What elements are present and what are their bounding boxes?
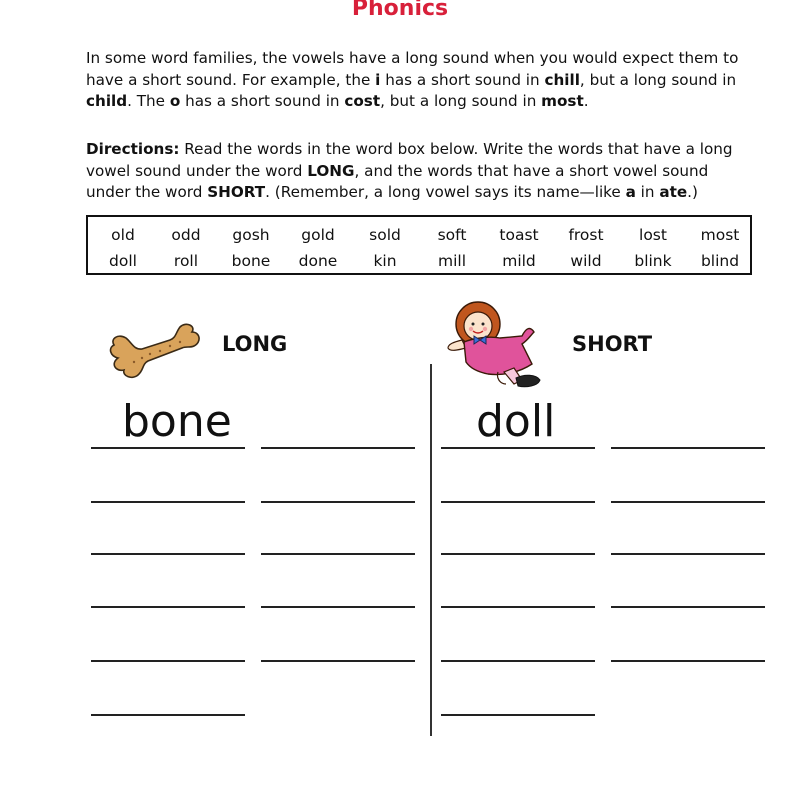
- directions-emphasis: ate: [659, 183, 688, 201]
- word-box-word: mild: [502, 252, 536, 270]
- short-writing-line[interactable]: [441, 553, 595, 555]
- intro-emphasis: i: [375, 70, 381, 89]
- intro-text: . The: [127, 92, 170, 110]
- long-example-word: bone: [122, 396, 232, 447]
- short-writing-line[interactable]: [441, 447, 595, 449]
- long-heading: LONG: [222, 332, 288, 356]
- word-box-word: sold: [369, 226, 401, 244]
- word-box-word: blind: [700, 252, 740, 270]
- intro-emphasis: cost: [344, 92, 381, 110]
- word-box-word: most: [700, 226, 740, 244]
- short-writing-line[interactable]: [611, 660, 765, 662]
- short-writing-line[interactable]: [611, 501, 765, 503]
- directions-text: . (Remember, a long vowel says its name—like: [265, 183, 626, 201]
- intro-text: has a short sound in: [380, 70, 545, 89]
- short-writing-line[interactable]: [441, 501, 595, 503]
- directions-text: in: [635, 183, 660, 201]
- word-box-word: wild: [570, 252, 602, 270]
- short-writing-line[interactable]: [441, 606, 595, 608]
- directions-emphasis: SHORT: [207, 183, 266, 201]
- intro-emphasis: chill: [544, 70, 580, 89]
- word-box-word: gosh: [232, 226, 270, 244]
- word-box-word: odd: [171, 226, 201, 244]
- word-box-word: blink: [634, 252, 672, 270]
- long-writing-line[interactable]: [261, 501, 415, 503]
- directions-text: , and the words that have a short vowel sound under the word: [86, 161, 709, 201]
- intro-text: In some word families, the vowels have a long sound when you would expect them to have a short sound. For example, the: [86, 49, 739, 89]
- long-writing-line[interactable]: [91, 606, 245, 608]
- word-box-word: mill: [437, 252, 467, 270]
- intro-emphasis: most: [541, 92, 584, 110]
- long-writing-line[interactable]: [261, 447, 415, 449]
- page-title: Phonics: [351, 0, 449, 21]
- long-writing-line[interactable]: [91, 714, 245, 716]
- doll-icon: [444, 298, 554, 393]
- long-writing-line[interactable]: [91, 553, 245, 555]
- word-box-word: kin: [373, 252, 397, 270]
- directions-paragraph: [86, 139, 756, 204]
- directions-text: Read the words in the word box below. Write the words that have a long vowel sound under the word: [86, 140, 733, 180]
- short-writing-line[interactable]: [441, 714, 595, 716]
- directions-text: .): [687, 183, 698, 201]
- intro-emphasis: o: [169, 92, 181, 110]
- intro-paragraph: [86, 48, 756, 113]
- word-box-word: done: [298, 252, 338, 270]
- directions-emphasis: a: [625, 183, 636, 201]
- intro-text: , but a long sound in: [380, 92, 542, 110]
- intro-text: , but a long sound in: [579, 70, 737, 89]
- long-writing-line[interactable]: [261, 660, 415, 662]
- short-writing-line[interactable]: [611, 447, 765, 449]
- directions-emphasis: LONG: [307, 161, 355, 180]
- word-box-word: doll: [109, 252, 137, 270]
- word-box-word: bone: [231, 252, 271, 270]
- long-writing-line[interactable]: [91, 501, 245, 503]
- short-heading: SHORT: [572, 332, 653, 356]
- column-divider: [430, 364, 432, 736]
- intro-emphasis: child: [86, 92, 128, 110]
- short-writing-line[interactable]: [441, 660, 595, 662]
- word-box: [86, 215, 752, 275]
- long-writing-line[interactable]: [91, 447, 245, 449]
- word-box-word: frost: [568, 226, 604, 244]
- intro-text: .: [583, 92, 589, 110]
- directions-label: Directions:: [86, 140, 180, 158]
- long-writing-line[interactable]: [91, 660, 245, 662]
- bone-icon: [104, 318, 204, 380]
- word-box-word: soft: [437, 226, 467, 244]
- long-writing-line[interactable]: [261, 606, 415, 608]
- short-example-word: doll: [476, 396, 556, 447]
- word-box-word: old: [111, 226, 135, 244]
- intro-text: has a short sound in: [180, 92, 345, 110]
- word-box-word: gold: [301, 226, 335, 244]
- word-box-word: lost: [639, 226, 667, 244]
- short-writing-line[interactable]: [611, 606, 765, 608]
- word-box-word: roll: [173, 252, 199, 270]
- short-writing-line[interactable]: [611, 553, 765, 555]
- word-box-word: toast: [499, 226, 539, 244]
- long-writing-line[interactable]: [261, 553, 415, 555]
